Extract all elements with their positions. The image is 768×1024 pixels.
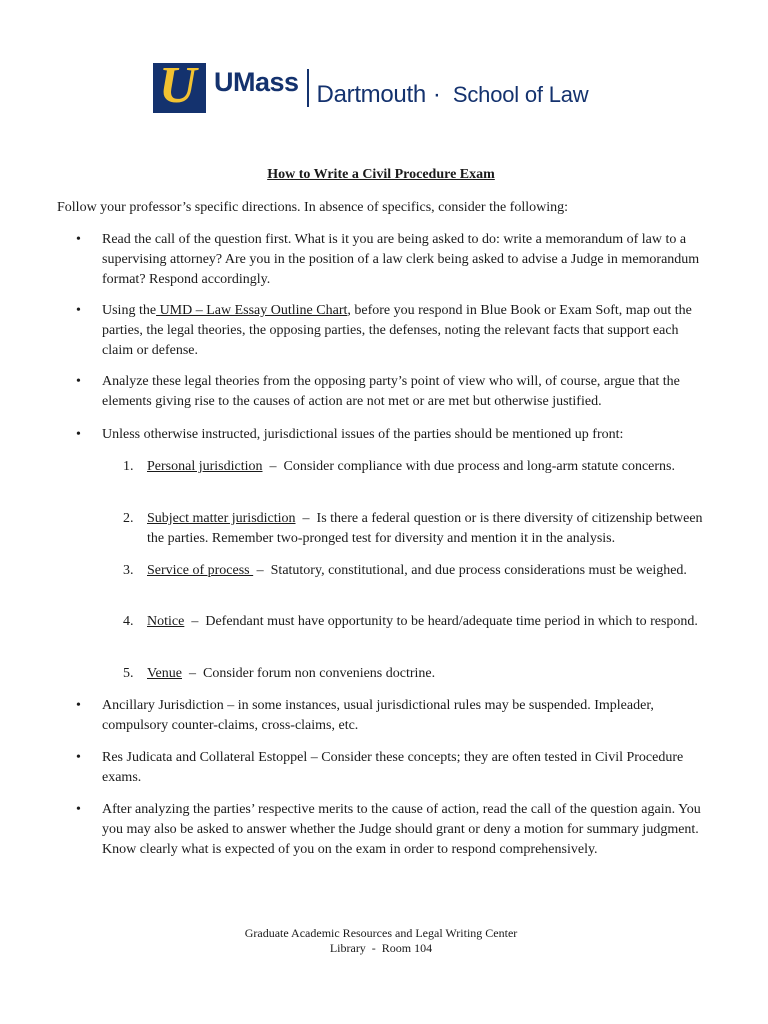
list-item (76, 696, 712, 736)
list-item-text-post: , before you respond in Blue Book or Exam Soft, map out the parties, the legal theories, the opposing parties, the defenses, noting the relevant facts that support each claim or defense. (102, 303, 692, 358)
numbered-item (123, 561, 707, 581)
item-number: 3. (123, 563, 134, 578)
list-item (76, 372, 712, 412)
list-item-text: After analyzing the parties’ respective merits to the cause of action, read the call of the question again. You you may also be asked to answer whether the Judge should grant or deny a motion for summary judgment. Know clearly what is expected of you on the exam in order to respond comprehensively. (102, 802, 701, 857)
item-number: 1. (123, 459, 134, 474)
bullet-icon: • (76, 232, 81, 247)
item-separator: – (295, 511, 317, 526)
item-text: Defendant must have opportunity to be heard/adequate time period in which to respond. (205, 614, 698, 629)
bullet-icon: • (76, 750, 81, 765)
list-item-text: Read the call of the question first. What is it you are being asked to do: write a memorandum of law to a supervising attorney? Are you in the position of a law clerk being asked to advise a Judge in memorandum format? Respond accordingly. (102, 232, 700, 287)
list-item-text: Ancillary Jurisdiction – in some instances, usual jurisdictional rules may be suspended. Impleader, compulsory counter-claims, cross-claims, etc. (102, 698, 654, 733)
item-text: Is there a federal question or is there diversity of citizenship between the parties. Remember two-pronged test for diversity and mention it in the analysis. (147, 511, 703, 546)
item-separator: – (182, 666, 203, 681)
item-term: Service of process (147, 563, 254, 578)
logo-divider (307, 69, 309, 107)
item-separator: – (253, 563, 271, 578)
page-title: How to Write a Civil Procedure Exam (267, 167, 495, 182)
item-term: Notice (147, 614, 185, 629)
numbered-item (123, 612, 707, 632)
logo-dot: · (432, 81, 441, 108)
bullet-icon: • (76, 427, 81, 442)
item-number: 4. (123, 614, 134, 629)
list-item-text: Analyze these legal theories from the opposing party’s point of view who will, of course, argue that the elements giving rise to the causes of action are not met or are met but otherwise justified. (102, 374, 680, 409)
list-item (76, 748, 712, 788)
list-item (76, 800, 712, 860)
list-item-text: Unless otherwise instructed, jurisdictional issues of the parties should be mentioned up front: (102, 427, 624, 442)
item-text: Statutory, constitutional, and due process considerations must be weighed. (270, 563, 687, 578)
bullet-icon: • (76, 303, 81, 318)
item-term: Subject matter jurisdiction (147, 511, 296, 526)
item-term: Venue (147, 666, 182, 681)
logo-dartmouth-text: Dartmouth (316, 81, 426, 108)
item-number: 5. (123, 666, 134, 681)
bullet-icon: • (76, 374, 81, 389)
list-item-text: Res Judicata and Collateral Estoppel – Consider these concepts; they are often tested in Civil Procedure exams. (102, 750, 684, 785)
umass-u-logo-icon (153, 57, 206, 114)
logo-mark-letter: U (159, 57, 197, 114)
item-number: 2. (123, 511, 134, 526)
list-item (76, 425, 712, 445)
list-item (76, 230, 712, 290)
logo-umass-text: UMass (214, 66, 299, 97)
bullet-icon: • (76, 698, 81, 713)
logo-school-text: School of Law (452, 82, 589, 107)
numbered-item (123, 509, 707, 549)
item-text: Consider forum non conveniens doctrine. (203, 666, 436, 681)
intro-paragraph: Follow your professor’s specific directions. In absence of specifics, consider the following: (57, 200, 568, 215)
list-item-text-pre: Using the (102, 303, 157, 318)
item-separator: – (262, 459, 284, 474)
item-term: Personal jurisdiction (147, 459, 263, 474)
bullet-icon: • (76, 802, 81, 817)
footer-line-2: Library - Room 104 (329, 941, 433, 955)
numbered-item (123, 457, 707, 477)
item-separator: – (184, 614, 206, 629)
item-text: Consider compliance with due process and long-arm statute concerns. (283, 459, 675, 474)
numbered-item (123, 664, 707, 684)
umass-dartmouth-law-logo (153, 57, 613, 114)
page-footer (0, 926, 762, 956)
list-item (76, 301, 712, 361)
footer-line-1: Graduate Academic Resources and Legal Writing Center (244, 926, 518, 940)
outline-chart-link[interactable]: UMD – Law Essay Outline Chart (156, 303, 348, 318)
